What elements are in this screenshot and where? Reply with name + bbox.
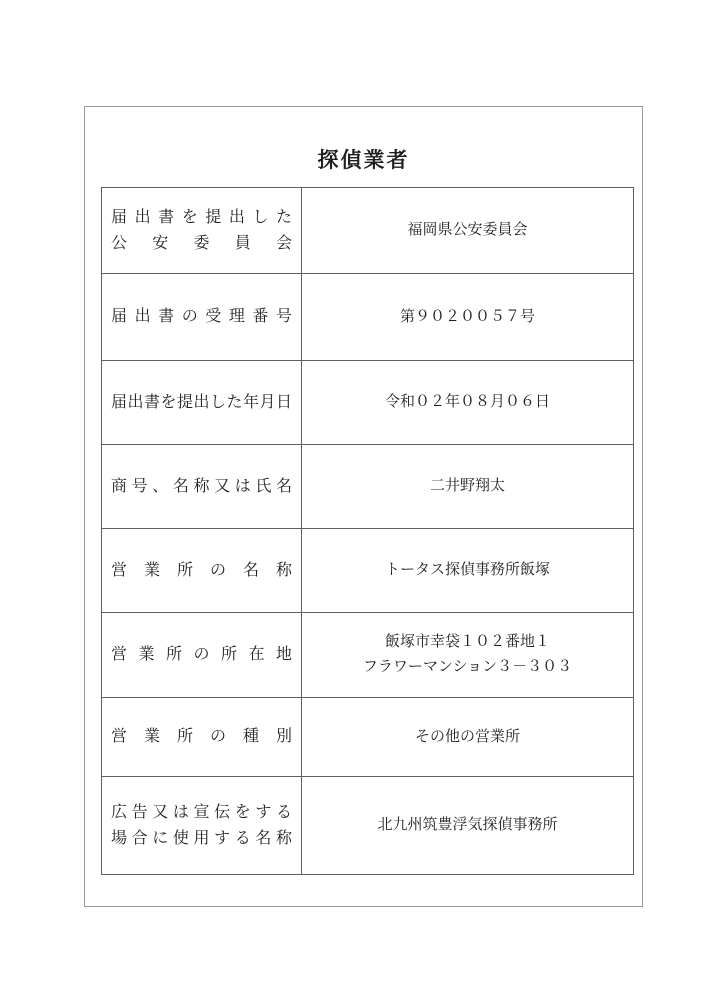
value-cell bbox=[301, 273, 633, 360]
document-title: 探偵業者 bbox=[317, 148, 410, 172]
label-line: 営業所の種別 bbox=[111, 728, 292, 746]
label-line: 公安委員会 bbox=[111, 234, 292, 252]
label-line: 届出書の受理番号 bbox=[111, 308, 292, 326]
registration-table bbox=[101, 187, 634, 875]
label-cell bbox=[102, 776, 301, 874]
label-line: 届出書を提出した bbox=[111, 208, 292, 226]
value-line: 福岡県公安委員会 bbox=[407, 222, 528, 239]
value-line: その他の営業所 bbox=[414, 728, 520, 745]
label-cell bbox=[102, 188, 301, 273]
value-line: トータス探偵事務所飯塚 bbox=[384, 562, 550, 579]
value-line: 北九州筑豊浮気探偵事務所 bbox=[377, 817, 558, 834]
value-line: 第９０２００５７号 bbox=[399, 308, 535, 325]
value-cell bbox=[301, 697, 633, 776]
label-line: 営業所の名称 bbox=[111, 561, 292, 579]
value-cell bbox=[301, 528, 633, 612]
value-line: 二井野翔太 bbox=[429, 478, 505, 495]
value-line: フラワーマンション３－３０３ bbox=[362, 659, 573, 675]
label-line: 営業所の所在地 bbox=[111, 646, 292, 664]
value-cell bbox=[301, 360, 633, 444]
label-cell bbox=[102, 273, 301, 360]
value-cell bbox=[301, 776, 633, 874]
value-cell bbox=[301, 444, 633, 528]
value-cell bbox=[301, 612, 633, 697]
document-border-frame bbox=[84, 106, 643, 907]
label-cell bbox=[102, 360, 301, 444]
label-line: 広告又は宣伝をする bbox=[111, 803, 292, 821]
value-line: 令和０２年０８月０６日 bbox=[384, 394, 550, 411]
label-cell bbox=[102, 444, 301, 528]
value-cell bbox=[301, 188, 633, 273]
label-line: 届出書を提出した年月日 bbox=[111, 393, 292, 411]
label-cell bbox=[102, 612, 301, 697]
value-line: 飯塚市幸袋１０２番地１ bbox=[384, 634, 550, 651]
label-line: 商号、名称又は氏名 bbox=[111, 477, 292, 495]
label-line: 場合に使用する名称 bbox=[111, 829, 292, 847]
label-cell bbox=[102, 528, 301, 612]
label-cell bbox=[102, 697, 301, 776]
